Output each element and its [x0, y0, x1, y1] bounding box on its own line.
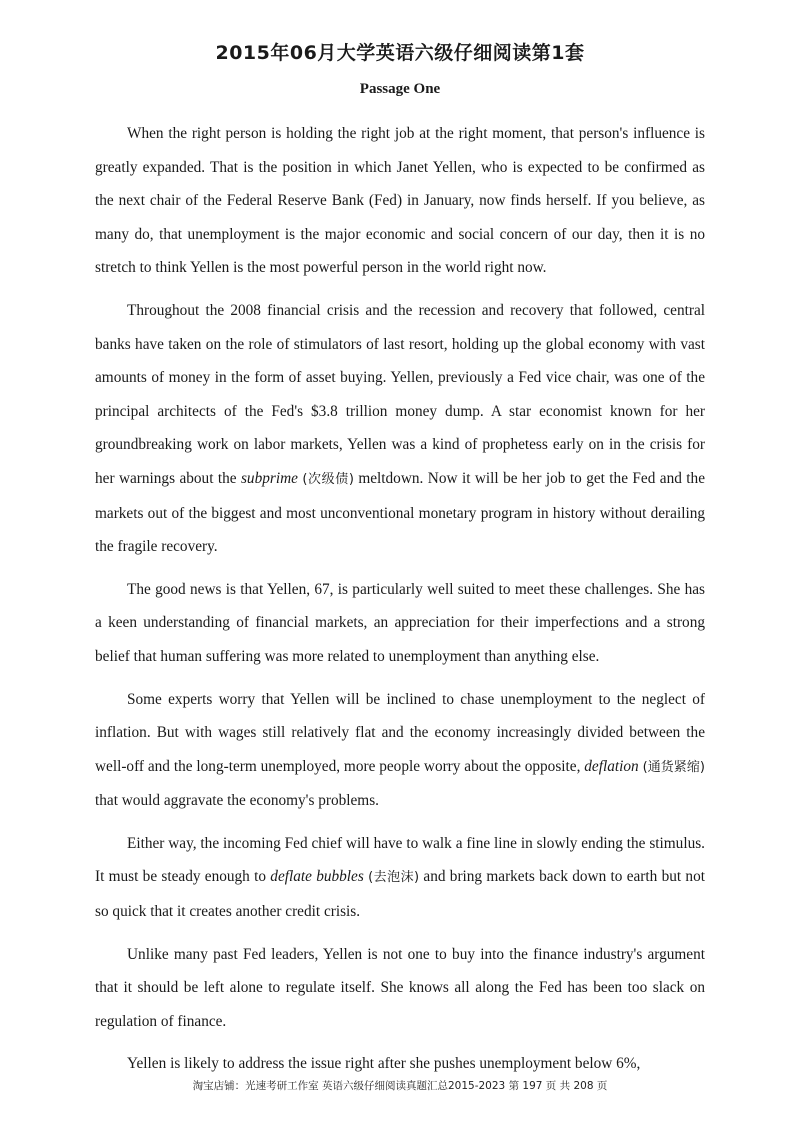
document-title: 2015年06月大学英语六级仔细阅读第1套	[215, 42, 585, 64]
paragraph-4	[95, 683, 705, 818]
term-deflation: deflation	[584, 757, 639, 775]
paragraph-5-text-after: and bring markets back down to earth but not so quick that it creates another credit crisis.	[95, 868, 705, 921]
paragraph-4-text-before: Some experts worry that Yellen will be inclined to chase unemployment to the neglect of inflation. But with wages still relatively flat and the economy increasingly divided between the well-off and the long-term unemployed, more people worry about the opposite,	[95, 690, 705, 775]
paragraph-2-text-after: meltdown. Now it will be her job to get the Fed and the markets out of the biggest and most unconventional monetary program in history without derailing the fragile recovery.	[95, 469, 705, 556]
passage-title: Passage One	[359, 81, 441, 97]
paragraph-2	[95, 294, 705, 564]
gloss-deflate-bubbles: (去泡沫)	[368, 870, 420, 886]
paragraph-5-text-before: Either way, the incoming Fed chief will have to walk a fine line in slowly ending the stimulus. It must be steady enough to	[95, 834, 705, 886]
paragraph-6: Unlike many past Fed leaders, Yellen is not one to buy into the finance industry's argument that it should be left alone to regulate itself. She knows all along the Fed has been too slack on regulation of finance.	[95, 945, 705, 1030]
paragraph-4-text-after: that would aggravate the economy's problems.	[95, 792, 379, 810]
gloss-subprime: (次级债)	[302, 471, 354, 487]
term-deflate-bubbles: deflate bubbles	[270, 868, 364, 886]
paragraph-2-text-before: Throughout the 2008 financial crisis and the recession and recovery that followed, central banks have taken on the role of stimulators of last resort, holding up the global economy with vast amounts of money in the form of asset buying. Yellen, previously a Fed vice chair, was one of the principal architects of the Fed's $3.8 trillion money dump. A star economist known for her groundbreaking work on labor markets, Yellen was a kind of prophetess early on in the crisis for her warnings about the	[95, 301, 705, 487]
gloss-deflation: (通货紧缩)	[642, 759, 705, 775]
paragraph-7: Yellen is likely to address the issue right after she pushes unemployment below 6%,	[127, 1055, 641, 1073]
page-footer: 淘宝店铺：光速考研工作室 英语六级仔细阅读真题汇总2015-2023 第 197 页 共 208 页	[192, 1080, 608, 1092]
paragraph-1: When the right person is holding the right job at the right moment, that person's influence is greatly expanded. That is the position in which Janet Yellen, who is expected to be confirmed as the next chair of the Federal Reserve Bank (Fed) in January, now finds herself. If you believe, as many do, that unemployment is the major economic and social concern of our day, then it is no stretch to think Yellen is the most powerful person in the world right now.	[95, 125, 705, 277]
paragraph-3: The good news is that Yellen, 67, is particularly well suited to meet these challenges. She has a keen understanding of financial markets, an appreciation for their imperfections and a strong belief that human suffering was more related to unemployment than anything else.	[95, 580, 705, 665]
paragraph-5	[95, 827, 705, 929]
term-subprime: subprime	[240, 469, 298, 487]
passage-body	[95, 117, 705, 1081]
